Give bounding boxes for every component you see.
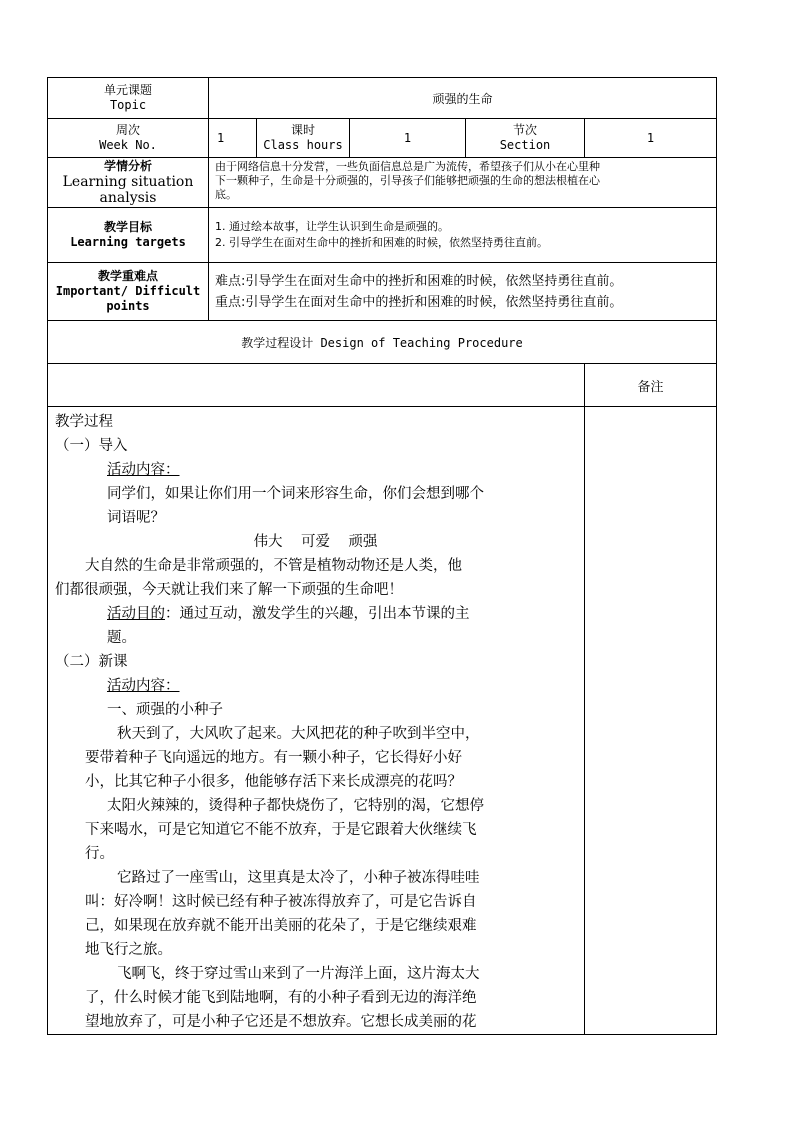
week-label-zh: 周次 <box>115 123 140 137</box>
design-title: 教学过程设计 Design of Teaching Procedure <box>48 321 717 364</box>
story-line: 下来喝水，可是它知道它不能不放弃，于是它跟着大伙继续飞 <box>85 822 477 838</box>
points-label-en-1: Important/ Difficult <box>55 284 201 298</box>
difficult-point: 难点:引导学生在面对生命中的挫折和困难的时候，依然坚持勇往直前。 <box>215 273 623 289</box>
procedure-heading: 教学过程 <box>55 414 113 430</box>
paragraph-line: 词语呢？ <box>107 510 165 526</box>
section-title-new-lesson: （二）新课 <box>55 654 128 670</box>
section-title-intro: （一）导入 <box>55 438 128 454</box>
points-label-en-2: points <box>106 299 150 313</box>
section-label-zh: 节次 <box>512 123 537 137</box>
story-line: 叫：好冷啊！这时候已经有种子被冻得放弃了，可是它告诉自 <box>85 894 477 910</box>
story-line: 己，如果现在放弃就不能开出美丽的花朵了，于是它继续艰难 <box>85 918 477 934</box>
lesson-plan-page <box>47 77 716 1033</box>
topic-label-en: Topic <box>109 98 147 112</box>
week-label <box>48 119 209 158</box>
word-choices: 伟大 可爱 顽强 <box>253 534 378 550</box>
week-value: 1 <box>209 119 257 158</box>
points-text <box>209 263 717 321</box>
story-line: 行。 <box>85 846 114 862</box>
targets-row <box>48 208 717 263</box>
analysis-label <box>48 158 209 208</box>
target-item: 1. 通过绘本故事，让学生认识到生命是顽强的。 <box>215 220 449 233</box>
analysis-label-zh: 学情分析 <box>103 159 152 173</box>
analysis-line: 由于网络信息十分发营，一些负面信息总是广为流传，希望孩子们从小在心里种 <box>215 160 600 173</box>
analysis-label-en-1: Learning situation <box>62 174 194 190</box>
topic-label-zh: 单元课题 <box>103 83 152 97</box>
important-point: 重点:引导学生在面对生命中的挫折和困难的时候，依然坚持勇往直前。 <box>215 294 623 310</box>
targets-text <box>209 208 717 263</box>
analysis-label-en-2: analysis <box>99 190 157 206</box>
paragraph-line: 同学们，如果让你们用一个词来形容生命，你们会想到哪个 <box>107 486 484 502</box>
topic-value: 顽强的生命 <box>209 78 717 119</box>
paragraph-line: 们都很顽强，今天就让我们来了解一下顽强的生命吧！ <box>55 582 403 598</box>
lesson-plan-table <box>47 77 717 1035</box>
section-value: 1 <box>585 119 717 158</box>
procedure-column-header <box>48 364 585 407</box>
subsection-title: 一、顽强的小种子 <box>107 702 223 718</box>
points-row <box>48 263 717 321</box>
points-label <box>48 263 209 321</box>
section-label-en: Section <box>499 138 551 152</box>
topic-label <box>48 78 209 119</box>
paragraph-line: 大自然的生命是非常顽强的，不管是植物动物还是人类，他 <box>85 558 462 574</box>
points-label-zh: 教学重难点 <box>97 269 158 283</box>
analysis-row <box>48 158 717 208</box>
procedure-content <box>48 407 585 1035</box>
activity-label: 活动内容： <box>107 462 180 478</box>
target-item: 2. 引导学生在面对生命中的挫折和困难的时候，依然坚持勇往直前。 <box>215 236 548 249</box>
paragraph-line: 题。 <box>107 630 136 646</box>
story-line: 了，什么时候才能飞到陆地啊，有的小种子看到无边的海洋绝 <box>85 990 477 1006</box>
story-line: 要带着种子飞向遥远的地方。有一颗小种子，它长得好小好 <box>85 750 462 766</box>
week-label-en: Week No. <box>99 138 157 152</box>
remarks-label: 备注 <box>585 364 717 407</box>
targets-label-zh: 教学目标 <box>103 220 152 234</box>
targets-label-en: Learning targets <box>70 235 186 249</box>
hours-label <box>257 119 350 158</box>
story-line: 地飞行之旅。 <box>85 942 172 958</box>
column-header-row <box>48 364 717 407</box>
story-line: 飞啊飞，终于穿过雪山来到了一片海洋上面，这片海太大 <box>117 966 480 982</box>
activity-goal-label: 活动目的 <box>107 606 165 622</box>
story-line: 望地放弃了，可是小种子它还是不想放弃。它想长成美丽的花 <box>85 1014 477 1030</box>
remarks-cell <box>585 407 717 1035</box>
design-title-row <box>48 321 717 364</box>
activity-goal-text: ：通过互动，激发学生的兴趣，引出本节课的主 <box>165 606 470 622</box>
story-line: 太阳火辣辣的，烫得种子都快烧伤了，它特别的渴，它想停 <box>107 798 484 814</box>
analysis-line: 底。 <box>215 188 237 201</box>
analysis-text <box>209 158 717 208</box>
activity-label: 活动内容： <box>107 678 180 694</box>
story-line: 小，比其它种子小很多，他能够存活下来长成漂亮的花吗？ <box>85 774 462 790</box>
week-row <box>48 119 717 158</box>
procedure-row <box>48 407 717 1035</box>
hours-label-zh: 课时 <box>290 123 315 137</box>
section-label <box>466 119 585 158</box>
analysis-line: 下一颗种子，生命是十分顽强的，引导孩子们能够把顽强的生命的想法根植在心 <box>215 174 600 187</box>
hours-label-en: Class hours <box>263 138 343 152</box>
topic-row <box>48 78 717 119</box>
targets-label <box>48 208 209 263</box>
story-line: 秋天到了，大风吹了起来。大风把花的种子吹到半空中， <box>117 726 480 742</box>
activity-goal-line <box>55 602 576 626</box>
hours-value: 1 <box>350 119 466 158</box>
story-line: 它路过了一座雪山，这里真是太冷了，小种子被冻得哇哇 <box>117 870 480 886</box>
